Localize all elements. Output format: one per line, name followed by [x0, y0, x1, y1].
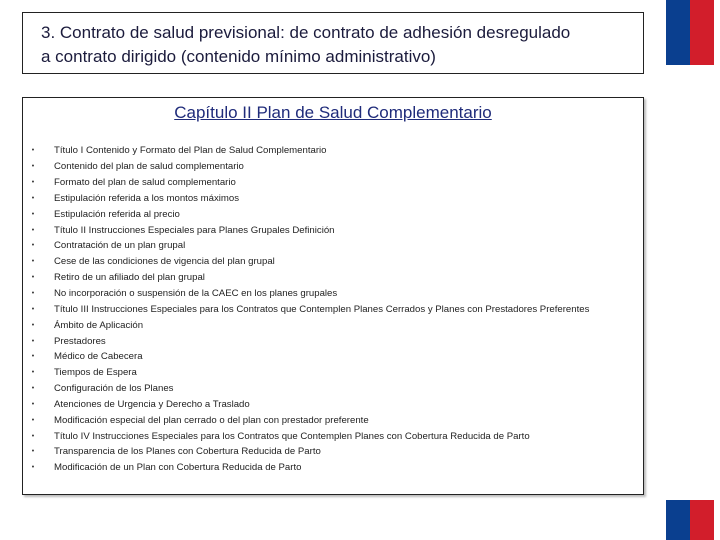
- bullet-icon: •: [31, 448, 35, 456]
- list-item: [23, 460, 589, 476]
- list-item: [23, 428, 589, 444]
- bullet-icon: •: [31, 432, 35, 440]
- list-item: [23, 397, 589, 413]
- bullet-icon: •: [31, 385, 35, 393]
- bullet-icon: •: [31, 337, 35, 345]
- list-item-text: Transparencia de los Planes con Cobertura Reducida de Parto: [54, 446, 321, 458]
- bullet-icon: •: [31, 226, 35, 234]
- list-item: [23, 175, 589, 191]
- bullet-icon: •: [31, 305, 35, 313]
- bullet-icon: •: [31, 179, 35, 187]
- list-item: [23, 143, 589, 159]
- list-item: [23, 349, 589, 365]
- slide-title-line-1: 3. Contrato de salud previsional: de contrato de adhesión desregulado: [41, 23, 571, 42]
- bullet-icon: •: [31, 416, 35, 424]
- list-item: [23, 317, 589, 333]
- bullet-icon: •: [31, 369, 35, 377]
- list-item: [23, 412, 589, 428]
- list-item: [23, 238, 589, 254]
- list-item: [23, 206, 589, 222]
- list-item-text: Formato del plan de salud complementario: [54, 177, 236, 189]
- list-item-text: Contratación de un plan grupal: [54, 240, 186, 252]
- list-item: [23, 222, 589, 238]
- chapter-heading: Capítulo II Plan de Salud Complementario: [174, 103, 492, 122]
- list-item: [23, 333, 589, 349]
- list-item-text: No incorporación o suspensión de la CAEC en los planes grupales: [54, 288, 338, 300]
- list-item: [23, 254, 589, 270]
- list-item-text: Prestadores: [54, 335, 106, 347]
- topic-list: [23, 143, 589, 476]
- list-item: [23, 159, 589, 175]
- flag-stripe-top: [666, 0, 714, 65]
- flag-blue-band: [666, 0, 690, 65]
- list-item-text: Título II Instrucciones Especiales para Planes Grupales Definición: [54, 224, 335, 236]
- bullet-icon: •: [31, 242, 35, 250]
- bullet-icon: •: [31, 321, 35, 329]
- list-item-text: Cese de las condiciones de vigencia del plan grupal: [54, 256, 275, 268]
- list-item-text: Configuración de los Planes: [54, 383, 174, 395]
- list-item-text: Modificación especial del plan cerrado o del plan con prestador preferente: [54, 414, 369, 426]
- list-item: [23, 270, 589, 286]
- bullet-icon: •: [31, 464, 35, 472]
- list-item: [23, 365, 589, 381]
- list-item-text: Contenido del plan de salud complementario: [54, 161, 244, 173]
- slide-title-box: [22, 12, 644, 74]
- bullet-icon: •: [31, 258, 35, 266]
- list-item-text: Estipulación referida a los montos máximos: [54, 192, 240, 204]
- bullet-icon: •: [31, 353, 35, 361]
- list-item-text: Título III Instrucciones Especiales para los Contratos que Contemplen Planes Cerrados y Planes con Prestadores Preferentes: [54, 303, 590, 315]
- flag-red-band: [690, 0, 714, 65]
- list-item: [23, 191, 589, 207]
- bullet-icon: •: [31, 210, 35, 218]
- list-item-text: Título I Contenido y Formato del Plan de Salud Complementario: [54, 145, 327, 157]
- bullet-icon: •: [31, 290, 35, 298]
- bullet-icon: •: [31, 163, 35, 171]
- list-item-text: Médico de Cabecera: [54, 351, 143, 363]
- flag-stripe-bottom: [666, 500, 714, 540]
- list-item: [23, 444, 589, 460]
- list-item: [23, 381, 589, 397]
- list-item: [23, 286, 589, 302]
- list-item-text: Modificación de un Plan con Cobertura Reducida de Parto: [54, 462, 302, 474]
- list-item-text: Título IV Instrucciones Especiales para los Contratos que Contemplen Planes con Cobertura Reducida de Parto: [54, 430, 530, 442]
- bullet-icon: •: [31, 274, 35, 282]
- bullet-icon: •: [31, 194, 35, 202]
- list-item-text: Tiempos de Espera: [54, 367, 137, 379]
- bullet-icon: •: [31, 400, 35, 408]
- slide-title-line-2: a contrato dirigido (contenido mínimo administrativo): [41, 47, 436, 66]
- list-item: [23, 301, 589, 317]
- flag-red-band: [690, 500, 714, 540]
- list-item-text: Retiro de un afiliado del plan grupal: [54, 272, 205, 284]
- list-item-text: Ámbito de Aplicación: [54, 319, 144, 331]
- list-item-text: Atenciones de Urgencia y Derecho a Traslado: [54, 398, 250, 410]
- bullet-icon: •: [31, 147, 35, 155]
- list-item-text: Estipulación referida al precio: [54, 208, 180, 220]
- content-box: [22, 97, 644, 495]
- flag-blue-band: [666, 500, 690, 540]
